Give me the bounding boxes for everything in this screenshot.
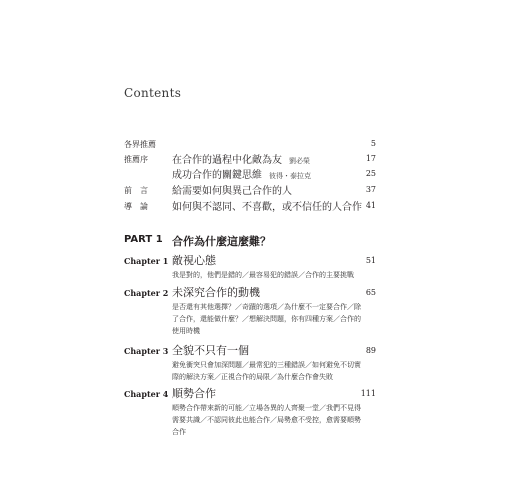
contents-heading: Contents — [124, 86, 182, 100]
toc-entry-author: 彼得・泰拉克 — [269, 172, 311, 180]
chapter-page: 89 — [365, 346, 376, 355]
chapter-title: 未深究合作的動機 — [172, 286, 260, 299]
toc-entry[interactable] — [124, 151, 376, 167]
chapter-label: Chapter 1 — [124, 256, 169, 266]
toc-entry-title: 在合作的過程中化敵為友 — [172, 155, 282, 166]
chapter-description: 我是對的，他們是錯的／最容易犯的錯誤／合作的主要挑戰 — [172, 271, 354, 279]
toc-entry[interactable] — [124, 182, 376, 198]
toc-entry-title: 給需要如何與異己合作的人 — [172, 186, 292, 197]
toc-entry-title: 成功合作的關鍵思維 — [172, 170, 262, 181]
toc-entry-page: 17 — [365, 154, 376, 163]
toc-entry-title: 如何與不認同、不喜歡，或不信任的人合作 — [172, 202, 362, 213]
toc-entry-label: 前 言 — [124, 186, 148, 195]
chapter-description: 順勢合作帶來新的可能／立場各異的人齊聚一堂／我們不見得需要共識／不認同彼此也能合作／局勢愈不受控，愈需要順勢合作 — [172, 404, 361, 436]
toc-entry-page: 5 — [370, 139, 376, 148]
chapter-title: 全貌不只有一個 — [172, 344, 249, 357]
chapter-label: Chapter 4 — [124, 389, 169, 399]
toc-entry-page: 25 — [365, 169, 376, 178]
part-heading — [124, 234, 376, 250]
toc-entry-page: 37 — [365, 185, 376, 194]
chapter-page: 51 — [365, 256, 376, 265]
toc-entry-author: 劉必榮 — [289, 157, 310, 165]
chapter-description: 避免衝突只會加深問題／最常犯的三種錯誤／如何避免不切實際的解決方案／正視合作的局限／為什麼合作會失敗 — [172, 361, 361, 381]
chapter-label: Chapter 3 — [124, 346, 169, 356]
toc-entry-label: 推薦序 — [124, 155, 148, 164]
chapter-description: 是否還有其他選擇？／奇蹟的選項／為什麼不一定要合作／除了合作，還能做什麼？／想解決問題，你有四種方案／合作的使用時機 — [172, 303, 361, 335]
toc-entry[interactable] — [124, 166, 376, 182]
chapter-page: 65 — [365, 288, 376, 297]
part-number: PART 1 — [124, 234, 163, 245]
toc-entry-label: 導 論 — [124, 202, 148, 211]
toc-entry-label: 各界推薦 — [124, 140, 156, 149]
toc-entry[interactable] — [124, 198, 376, 214]
toc-entry-page: 41 — [365, 201, 376, 210]
chapter-title: 順勢合作 — [172, 387, 216, 400]
chapter-title: 敵視心態 — [172, 254, 216, 267]
part-title: 合作為什麼這麼難？ — [172, 235, 271, 248]
toc-entry[interactable] — [124, 136, 376, 152]
chapter-page: 111 — [360, 389, 376, 398]
chapter-label: Chapter 2 — [124, 288, 169, 298]
